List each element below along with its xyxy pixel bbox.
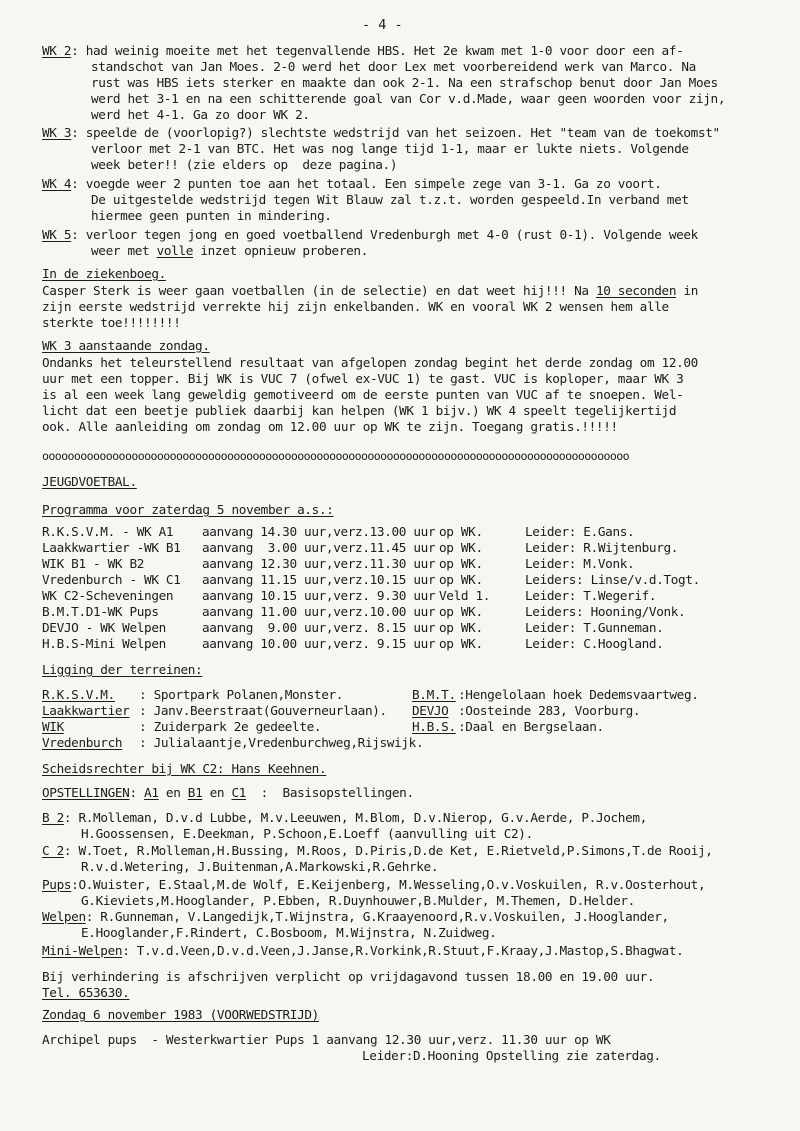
programma-table <box>42 524 800 654</box>
b2-line-2: H.Goossensen, E.Deekman, P.Schoon,E.Loeff (aanvulling uit C2). <box>81 826 533 841</box>
welpen-line-2: E.Hooglander,F.Rindert, C.Bosboom, M.Wijnstra, N.Zuidweg. <box>81 925 497 940</box>
programma-aanvang: aanvang 3.00 uur,verz.11.45 uur <box>202 540 436 555</box>
ligging-club2: H.B.S. <box>412 719 456 734</box>
programma-loc: op WK. <box>439 636 483 651</box>
programma-aanvang: aanvang 11.00 uur,verz.10.00 uur <box>202 604 436 619</box>
zondag-heading: Zondag 6 november 1983 (VOORWEDSTRIJD) <box>42 1007 319 1022</box>
welpen-label: Welpen <box>42 909 86 924</box>
programma-match: B.M.T.D1-WK Pups <box>42 604 159 619</box>
ligging-addr: : Sportpark Polanen,Monster. <box>139 687 344 702</box>
programma-aanvang: aanvang 10.15 uur,verz. 9.30 uur <box>202 588 436 603</box>
programma-match: WK C2-Scheveningen <box>42 588 174 603</box>
jeugd-heading: JEUGDVOETBAL. <box>42 474 137 489</box>
pups-line-1: Pups:O.Wuister, E.Staal,M.de Wolf, E.Keijenberg, M.Wesseling,O.v.Voskuilen, R.v.Oosterhout, <box>42 877 706 892</box>
zondag-line-1: Archipel pups - Westerkwartier Pups 1 aanvang 12.30 uur,verz. 11.30 uur op WK <box>42 1032 611 1047</box>
ligging-club: WIK <box>42 719 64 734</box>
page-number: - 4 - <box>362 17 403 33</box>
ligging-addr2: :Daal en Bergselaan. <box>458 719 604 734</box>
programma-match: Vredenburch - WK C1 <box>42 572 181 587</box>
programma-loc: op WK. <box>439 620 483 635</box>
wk4-label: WK 4 <box>42 176 72 191</box>
ziekenboeg-heading: In de ziekenboeg. <box>42 266 166 281</box>
wk2-line-3: rust was HBS iets sterker en maakte dan ook 2-1. Na een strafschop benut door Jan Moes <box>91 75 718 90</box>
wk5-line-2: weer met volle inzet opnieuw proberen. <box>91 243 368 258</box>
opstellingen-line: OPSTELLINGEN: A1 en B1 en C1 : Basisopstellingen. <box>42 785 414 800</box>
programma-aanvang: aanvang 14.30 uur,verz.13.00 uur <box>202 524 436 539</box>
ziekenboeg-line-2: zijn eerste wedstrijd verrekte hij zijn enkelbanden. WK en vooral WK 2 wensen hem alle <box>42 299 669 314</box>
programma-match: R.K.S.V.M. - WK A1 <box>42 524 174 539</box>
wk2-label: WK 2 <box>42 43 72 58</box>
wk3-zondag-heading: WK 3 aanstaande zondag. <box>42 338 210 353</box>
wk2-line-5: werd het 4-1. Ga zo door WK 2. <box>91 107 310 122</box>
programma-leider: Leiders: Linse/v.d.Togt. <box>525 572 700 587</box>
pups-line-2: G.Kieviets,M.Hooglander, P.Ebben, R.Duynhouwer,B.Mulder, M.Themen, D.Helder. <box>81 893 635 908</box>
wk5-line-1: WK 5: verloor tegen jong en goed voetballend Vredenburgh met 4-0 (rust 0-1). Volgende week <box>42 227 698 242</box>
programma-aanvang: aanvang 11.15 uur,verz.10.15 uur <box>202 572 436 587</box>
scheidsrechter-line: Scheidsrechter bij WK C2: Hans Keehnen. <box>42 761 327 776</box>
programma-leider: Leider: M.Vonk. <box>525 556 635 571</box>
wk3-label: WK 3 <box>42 125 72 140</box>
programma-leider: Leider: E.Gans. <box>525 524 635 539</box>
ligging-club: Vredenburch <box>42 735 123 750</box>
programma-loc: Veld 1. <box>439 588 491 603</box>
ligging-club: Laakkwartier <box>42 703 130 718</box>
ligging-club2: DEVJO <box>412 703 449 718</box>
wk3-zondag-line-3: is al een week lang geweldig gemotiveerd om de eerste punten van VUC af te snoepen. Wel- <box>42 387 684 402</box>
zondag-line-2: Leider:D.Hooning Opstelling zie zaterdag. <box>362 1048 661 1063</box>
wk3-zondag-line-2: uur met een topper. Bij WK is VUC 7 (ofwel ex-VUC 1) te gast. VUC is koploper, maar WK 3 <box>42 371 684 386</box>
opstellingen-label: OPSTELLINGEN <box>42 785 130 800</box>
divider-line: oooooooooooooooooooooooooooooooooooooooooooooooooooooooooooooooooooooooooooooooooooooooooooo <box>42 449 629 463</box>
wk3-zondag-line-5: ook. Alle aanleiding om zondag om 12.00 uur op WK te zijn. Toegang gratis.!!!!! <box>42 419 618 434</box>
wk3-zondag-line-1: Ondanks het teleurstellend resultaat van afgelopen zondag begint het derde zondag om 12.00 <box>42 355 698 370</box>
ligging-addr: : Zuiderpark 2e gedeelte. <box>139 719 322 734</box>
programma-aanvang: aanvang 9.00 uur,verz. 8.15 uur <box>202 620 436 635</box>
ziekenboeg-line-3: sterkte toe!!!!!!!! <box>42 315 181 330</box>
programma-leider: Leider: T.Gunneman. <box>525 620 664 635</box>
wk3-line-1: WK 3: speelde de (voorlopig?) slechtste wedstrijd van het seizoen. Het "team van de toekomst" <box>42 125 720 140</box>
programma-loc: op WK. <box>439 556 483 571</box>
wk4-line-3: hiermee geen punten in mindering. <box>91 208 332 223</box>
programma-aanvang: aanvang 12.30 uur,verz.11.30 uur <box>202 556 436 571</box>
programma-match: DEVJO - WK Welpen <box>42 620 166 635</box>
wk3-line-3: week beter!! (zie elders op deze pagina.) <box>91 157 398 172</box>
programma-leider: Leider: C.Hoogland. <box>525 636 664 651</box>
programma-leider: Leider: T.Wegerif. <box>525 588 657 603</box>
wk4-line-1: WK 4: voegde weer 2 punten toe aan het totaal. Een simpele zege van 3-1. Ga zo voort. <box>42 176 662 191</box>
c2-label: C 2 <box>42 843 64 858</box>
wk5-label: WK 5 <box>42 227 72 242</box>
programma-aanvang: aanvang 10.00 uur,verz. 9.15 uur <box>202 636 436 651</box>
ligging-heading: Ligging der terreinen: <box>42 662 203 677</box>
afschrijven-line: Bij verhindering is afschrijven verplicht op vrijdagavond tussen 18.00 en 19.00 uur. <box>42 969 655 984</box>
ligging-addr2: :Oosteinde 283, Voorburg. <box>458 703 641 718</box>
programma-loc: op WK. <box>439 524 483 539</box>
programma-heading: Programma voor zaterdag 5 november a.s.: <box>42 502 334 517</box>
wk3-zondag-line-4: licht dat een beetje publiek daarbij kan helpen (WK 1 bijv.) WK 4 speelt tegelijkertijd <box>42 403 677 418</box>
wk2-line-2: standschot van Jan Moes. 2-0 werd het door Lex met voorbereidend werk van Marco. Na <box>91 59 696 74</box>
wk2-line-1: WK 2: had weinig moeite met het tegenvallende HBS. Het 2e kwam met 1-0 voor door een af- <box>42 43 684 58</box>
pups-label: Pups <box>42 877 72 892</box>
ligging-club: R.K.S.V.M. <box>42 687 115 702</box>
telefoon-line: Tel. 653630. <box>42 985 130 1000</box>
wk2-line-4: werd het 3-1 en na een schitterende goal van Cor v.d.Made, waar geen woorden voor zijn, <box>91 91 726 106</box>
c2-line-1: C 2: W.Toet, R.Molleman,H.Bussing, M.Roos, D.Piris,D.de Ket, E.Rietveld,P.Simons,T.de Rooij, <box>42 843 713 858</box>
programma-loc: op WK. <box>439 540 483 555</box>
programma-loc: op WK. <box>439 572 483 587</box>
ligging-addr: : Julialaantje,Vredenburchweg,Rijswijk. <box>139 735 424 750</box>
wk4-line-2: De uitgestelde wedstrijd tegen Wit Blauw zal t.z.t. worden gespeeld.In verband met <box>91 192 689 207</box>
wk3-line-2: verloor met 2-1 van BTC. Het was nog lange tijd 1-1, maar er lukte niets. Volgende <box>91 141 689 156</box>
b2-line-1: B 2: R.Molleman, D.v.d Lubbe, M.v.Leeuwen, M.Blom, D.v.Nierop, G.v.Aerde, P.Jochem, <box>42 810 647 825</box>
programma-loc: op WK. <box>439 604 483 619</box>
welpen-line-1: Welpen: R.Gunneman, V.Langedijk,T.Wijnstra, G.Kraayenoord,R.v.Voskuilen, J.Hooglander, <box>42 909 669 924</box>
programma-match: H.B.S-Mini Welpen <box>42 636 166 651</box>
mini-welpen-label: Mini-Welpen <box>42 943 123 958</box>
programma-leider: Leider: R.Wijtenburg. <box>525 540 679 555</box>
programma-leider: Leiders: Hooning/Vonk. <box>525 604 686 619</box>
ligging-addr: : Janv.Beerstraat(Gouverneurlaan). <box>139 703 387 718</box>
programma-match: WIK B1 - WK B2 <box>42 556 145 571</box>
ligging-addr2: :Hengelolaan hoek Dedemsvaartweg. <box>458 687 699 702</box>
mini-welpen-line: Mini-Welpen: T.v.d.Veen,D.v.d.Veen,J.Janse,R.Vorkink,R.Stuut,F.Kraay,J.Mastop,S.Bhagwat. <box>42 943 684 958</box>
c2-line-2: R.v.d.Wetering, J.Buitenman,A.Markowski,R.Gehrke. <box>81 859 439 874</box>
ligging-table <box>42 687 800 753</box>
b2-label: B 2 <box>42 810 64 825</box>
programma-match: Laakkwartier -WK B1 <box>42 540 181 555</box>
ligging-club2: B.M.T. <box>412 687 456 702</box>
ziekenboeg-line-1: Casper Sterk is weer gaan voetballen (in de selectie) en dat weet hij!!! Na 10 seconden in <box>42 283 698 298</box>
